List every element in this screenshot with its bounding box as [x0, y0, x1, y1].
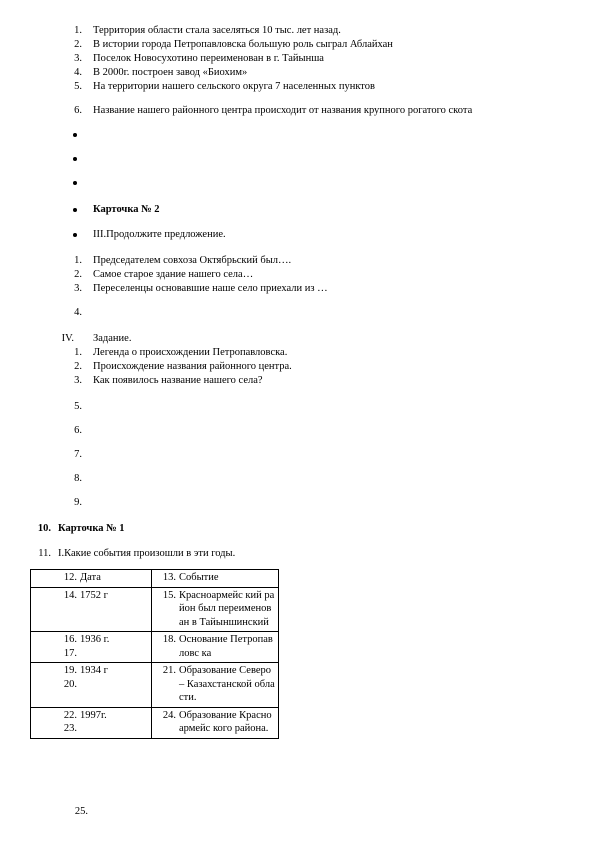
list-item: Как появилось название нашего села? — [93, 375, 263, 386]
date-cell: 22. 1997г. 23. — [31, 707, 152, 738]
task-roman-number: IV. — [61, 333, 74, 344]
card-2-instruction: III.Продолжите предложение. — [93, 229, 226, 240]
date-cell: 19. 1934 г 20. — [31, 663, 152, 708]
event-cell: 15. Красноармейс кий район был переименован в Тайыншинский — [152, 587, 279, 632]
list-number: 9. — [74, 497, 82, 508]
table-row — [31, 587, 279, 632]
list-number: 1. — [74, 255, 82, 266]
table-row — [31, 707, 279, 738]
list-number: 2. — [74, 269, 82, 280]
bullet-icon — [73, 157, 77, 161]
card-2-title: Карточка № 2 — [93, 204, 160, 215]
list-number: 2. — [74, 39, 82, 50]
card-1-title: Карточка № 1 — [58, 523, 125, 534]
header-event: 13. Событие — [152, 570, 279, 588]
list-number: 5. — [74, 81, 82, 92]
event-cell: 21. Образование Северо – Казахстанской области. — [152, 663, 279, 708]
date-cell: 16. 1936 г. 17. — [31, 632, 152, 663]
list-item: В 2000г. построен завод «Биохим» — [93, 67, 248, 78]
bullet-icon — [73, 233, 77, 237]
list-number: 4. — [74, 307, 82, 318]
list-item: Председателем совхоза Октябрьский был…. — [93, 255, 292, 266]
list-item: Название нашего районного центра происходит от названия крупного рогатого скота — [93, 105, 473, 116]
list-number: 3. — [74, 53, 82, 64]
question-number: 11. — [38, 548, 51, 559]
list-item: Поселок Новосухотино переименован в г. Тайынша — [93, 53, 324, 64]
list-item: Переселенцы основавшие наше село приехали из … — [93, 283, 328, 294]
table-header-row — [31, 570, 279, 588]
list-number: 2. — [74, 361, 82, 372]
task-title: Задание. — [93, 333, 132, 344]
list-number: 5. — [74, 401, 82, 412]
list-item: Происхождение названия районного центра. — [93, 361, 292, 372]
list-number: 3. — [74, 283, 82, 294]
list-item: Легенда о происхождении Петропавловска. — [93, 347, 288, 358]
question-text: I.Какие события произошли в эти годы. — [58, 548, 236, 559]
list-item: Самое старое здание нашего села… — [93, 269, 254, 280]
list-number: 8. — [74, 473, 82, 484]
bullet-icon — [73, 208, 77, 212]
event-cell: 18. Основание Петропавловс ка — [152, 632, 279, 663]
bullet-icon — [73, 133, 77, 137]
events-table — [30, 569, 279, 739]
list-item: Территория области стала заселяться 10 тыс. лет назад. — [93, 25, 341, 36]
list-number: 3. — [74, 375, 82, 386]
event-cell: 24. Образование Красноармейс кого района. — [152, 707, 279, 738]
table-row — [31, 632, 279, 663]
header-date: 12. Дата — [31, 570, 152, 588]
list-number: 6. — [74, 425, 82, 436]
bullet-icon — [73, 181, 77, 185]
trailing-number: 25. — [74, 806, 88, 817]
list-number: 4. — [74, 67, 82, 78]
list-item: В истории города Петропавловска большую роль сыграл Аблайхан — [93, 39, 393, 50]
list-number: 7. — [74, 449, 82, 460]
date-cell: 14. 1752 г — [31, 587, 152, 632]
list-number: 1. — [74, 347, 82, 358]
card-1-number: 10. — [37, 523, 51, 534]
list-item: На территории нашего сельского округа 7 населенных пунктов — [93, 81, 375, 92]
list-number: 1. — [74, 25, 82, 36]
table-row — [31, 663, 279, 708]
list-number: 6. — [74, 105, 82, 116]
